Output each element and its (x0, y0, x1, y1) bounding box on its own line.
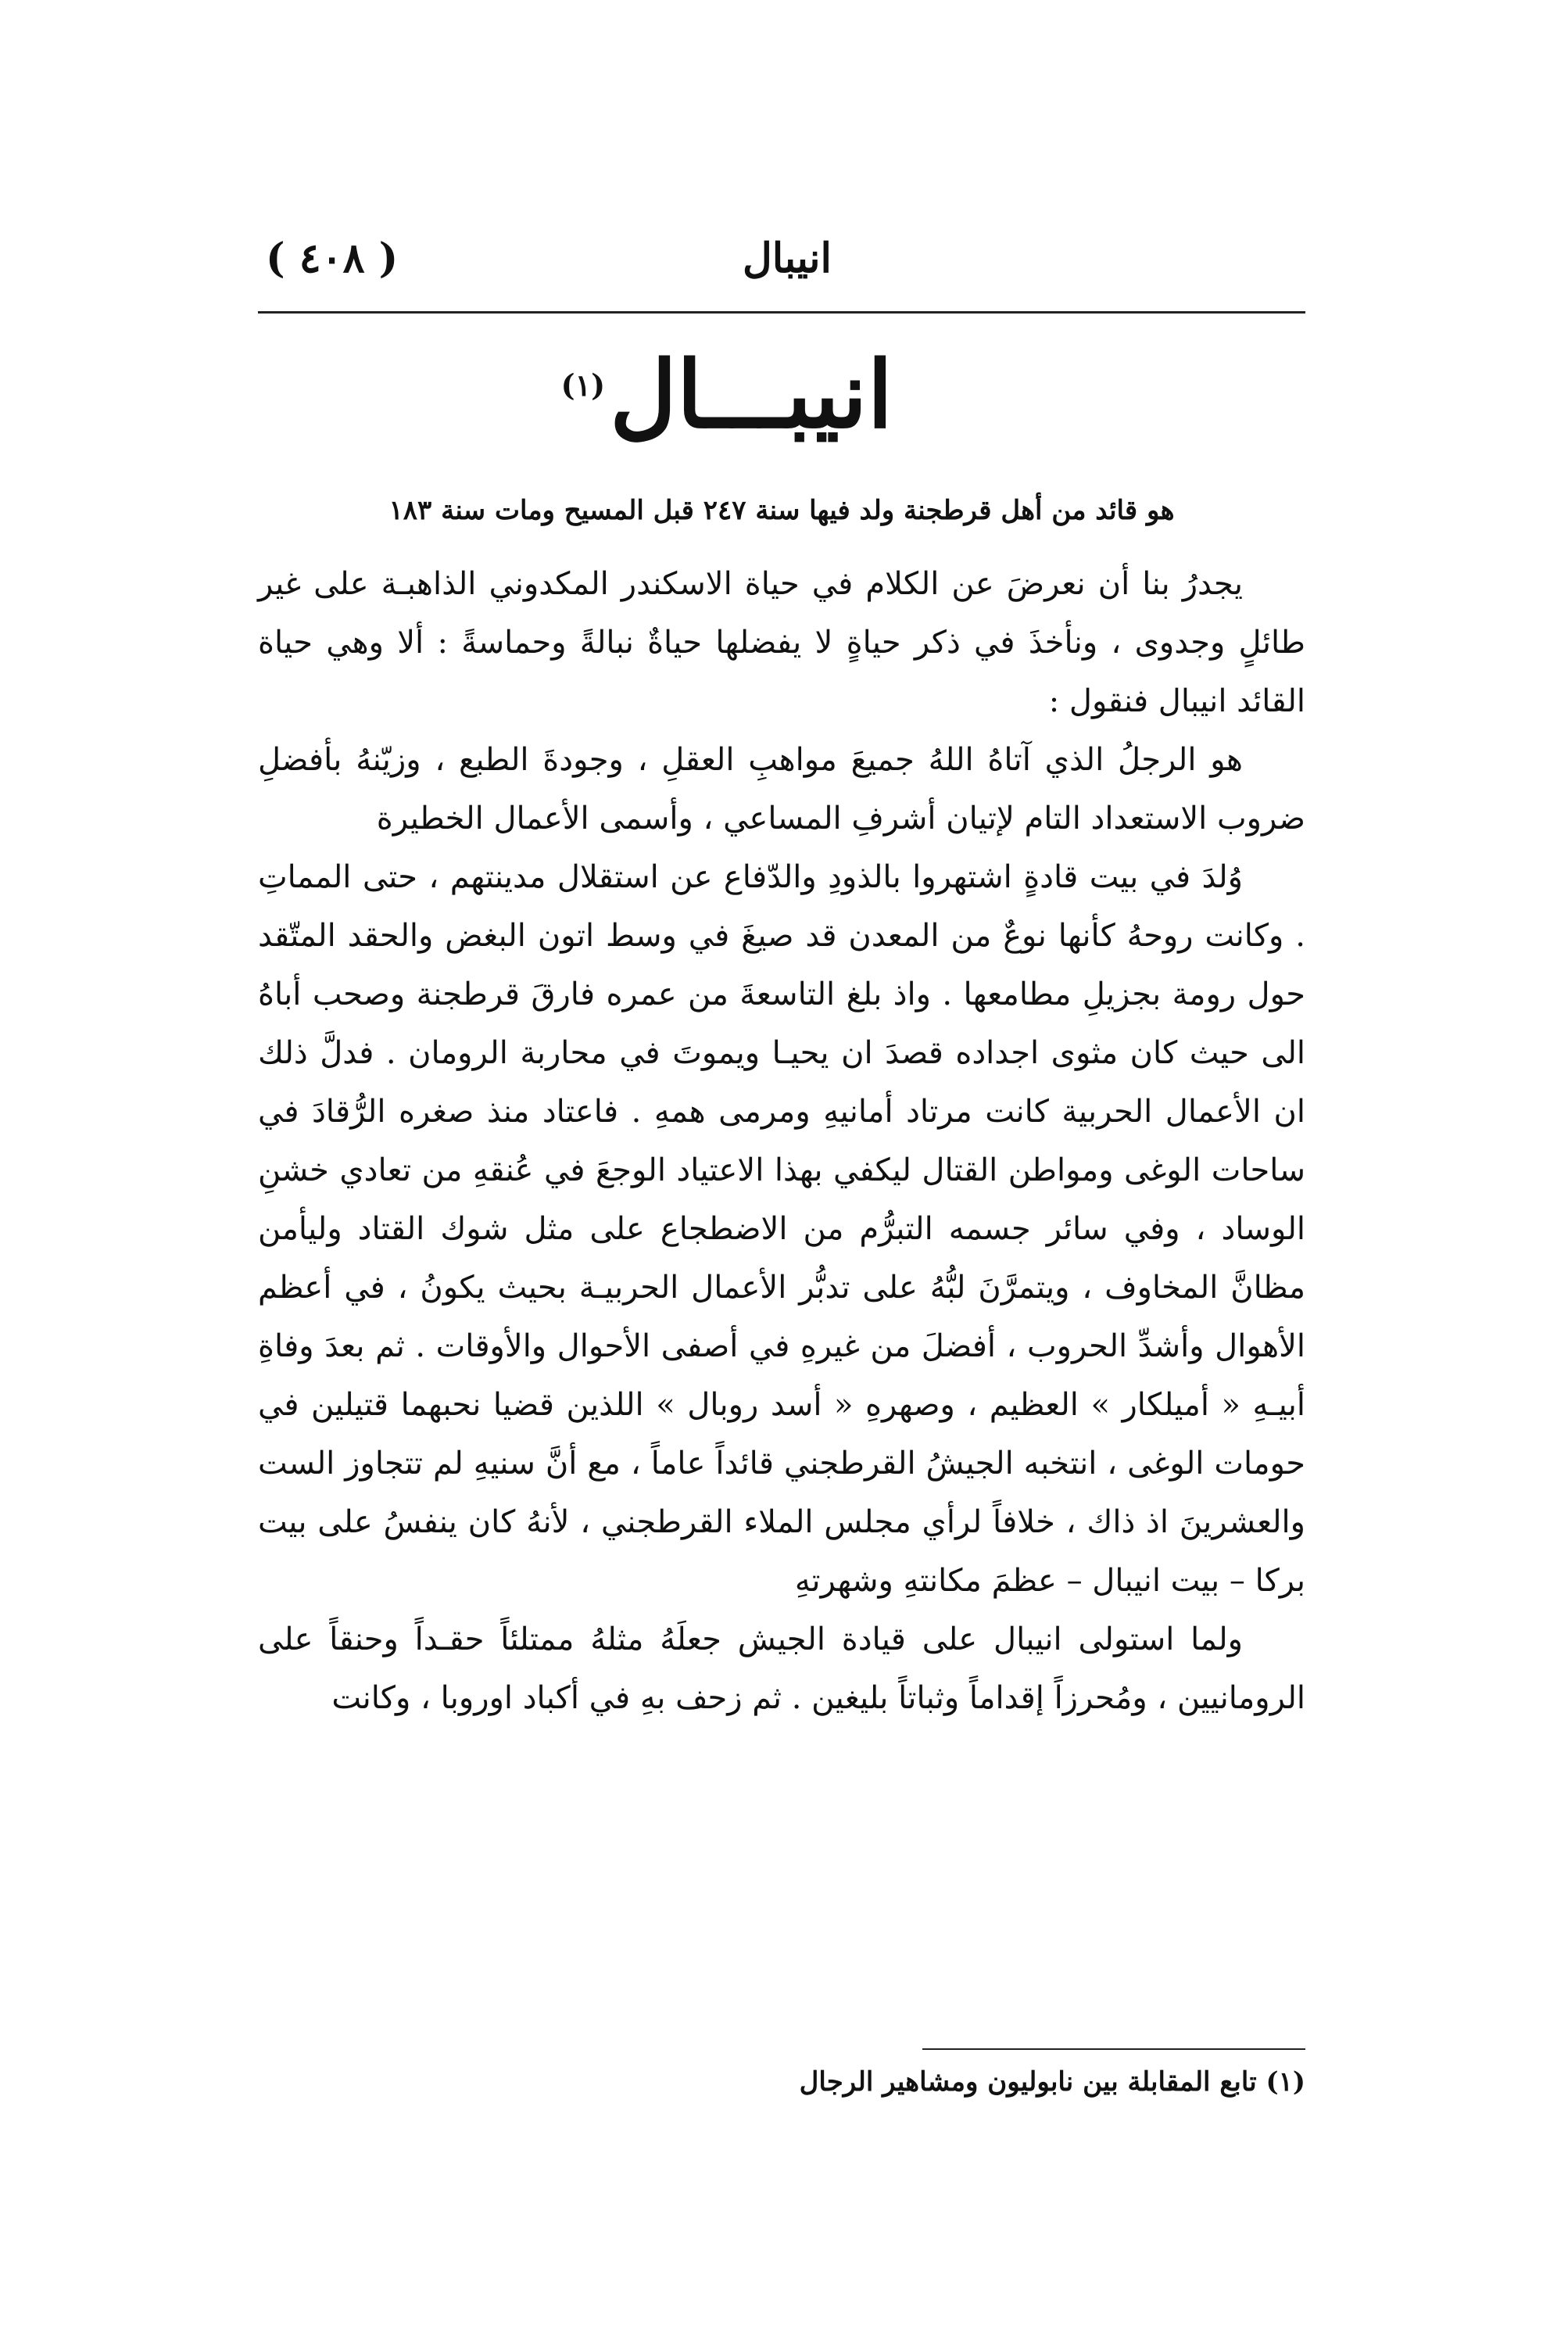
header-rule (258, 311, 1305, 314)
footnote: (١) تابع المقابلة بين نابوليون ومشاهير الرجال (799, 2066, 1305, 2098)
page-number: ( ٤٠٨ ) (266, 235, 399, 282)
paragraph-1: يجدرُ بنا أن نعرضَ عن الكلام في حياة الاسكندر المكدوني الذاهبـة على غير طائلٍ وجدوى ، ونأخذَ في ذكر حياةٍ لا يفضلها حياةٌ نبالةً وحماسةً : ألا وهي حياة القائد انيبال فنقول : (258, 566, 1305, 719)
article-title-text: انيبـــال (610, 340, 893, 449)
title-footnote-marker: (١) (560, 367, 606, 403)
page-header (258, 235, 1298, 305)
paragraph-2: هو الرجلُ الذي آتاهُ اللهُ جميعَ مواهبِ العقلِ ، وجودةَ الطبع ، وزيّنهُ بأفضلِ ضروب الاستعداد التام لإتيان أشرفِ المساعي ، وأسمى الأعمال الخطيرة (258, 742, 1305, 837)
paragraph-3: وُلدَ في بيت قادةٍ اشتهروا بالذودِ والدّفاع عن استقلال مدينتهم ، حتى المماتِ . وكانت روحهُ كأنها نوعٌ من المعدن قد صيغَ في وسط اتون البغض والحقد المتّقد حول رومة بجزيلِ مطامعها . واذ بلغ التاسعةَ من عمره فارقَ قرطجنة وصحب أباهُ الى حيث كان مثوى اجداده قصدَ ان يحيـا ويموتَ في محاربة الرومان . فدلَّ ذلك ان الأعمال الحربية كانت مرتاد أمانيهِ ومرمى همهِ . فاعتاد منذ صغره الرُّقادَ في ساحات الوغى ومواطن القتال ليكفي بهذا الاعتياد الوجعَ في عُنقهِ من تعادي خشنِ الوساد ، وفي سائر جسمه التبرُّم من الاضطجاع على مثل شوك القتاد وليأمن مظانَّ المخاوف ، ويتمرَّنَ لبُّهُ على تدبُّر الأعمال الحربيـة بحيث يكونُ ، في أعظم الأهوال وأشدِّ الحروب ، أفضلَ من غيرهِ في أصفى الأحوال والأوقات . ثم بعدَ وفاةِ أبيـهِ « أميلكار » العظيم ، وصهرهِ « أسد روبال » اللذين قضيا نحبهما قتيلين في حومات الوغى ، انتخبه الجيشُ القرطجني قائداً عاماً ، مع أنَّ سنيهِ لم تتجاوز الست والعشرينَ اذ ذاك ، خلافاً لرأي مجلس الملاء القرطجني ، لأنهُ كان ينفسُ على بيت بركا – بيت انيبال – عظمَ مكانتهِ وشهرتهِ (258, 859, 1305, 1599)
footnote-rule (922, 2048, 1305, 2050)
article-body (258, 555, 1305, 1728)
article-subtitle: هو قائد من أهل قرطجنة ولد فيها سنة ٢٤٧ قبل المسيح ومات سنة ١٨٣ (388, 495, 1175, 526)
running-title: انيبال (743, 235, 832, 282)
article-title (508, 340, 946, 449)
paragraph-4: ولما استولى انيبال على قيادة الجيش جعلَهُ مثلهُ ممتلئاً حقـداً وحنقاً على الرومانيين ، ومُحرزاً إقداماً وثباتاً بليغين . ثم زحف بهِ في أكباد اوروبا ، وكانت (258, 1621, 1305, 1716)
